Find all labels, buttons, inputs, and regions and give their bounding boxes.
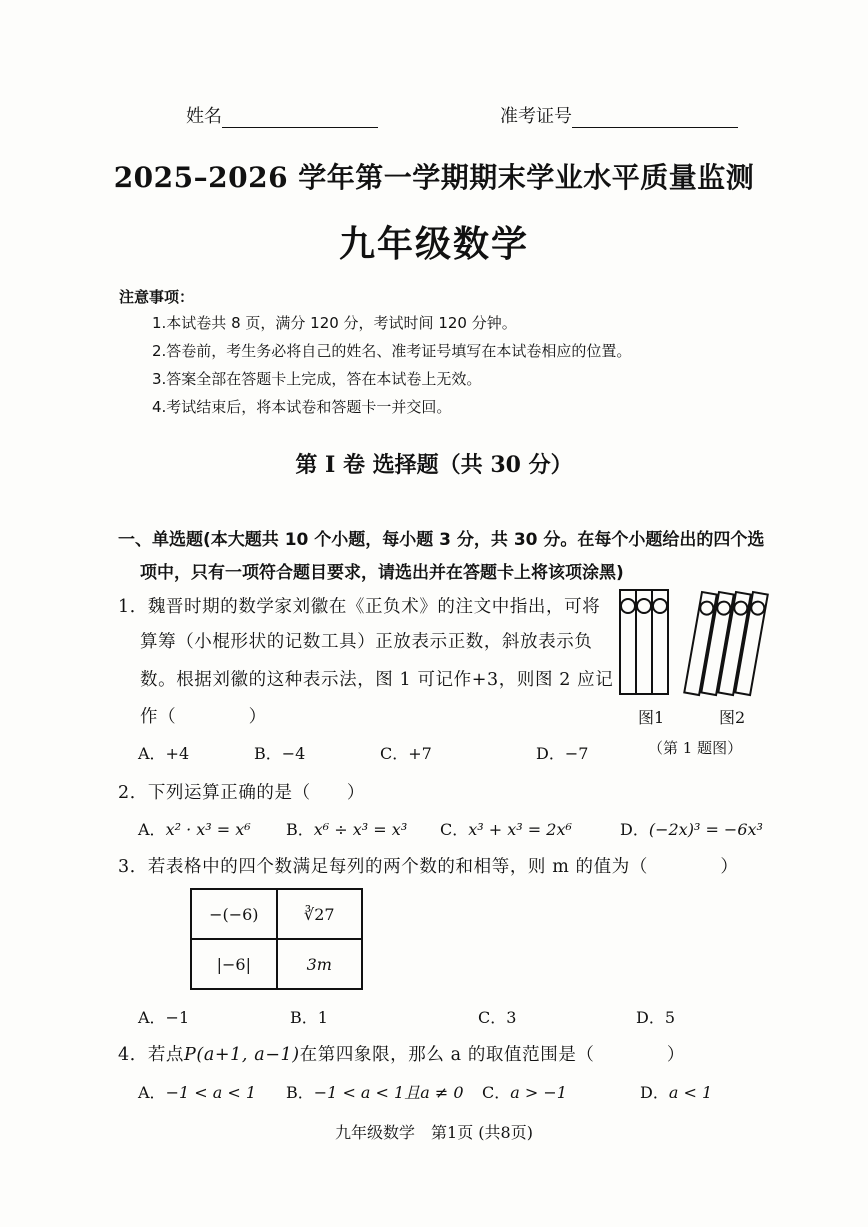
q2-option-a[interactable] (138, 817, 251, 840)
note-item: 2.答卷前，考生务必将自己的姓名、准考证号填写在本试卷相应的位置。 (152, 342, 632, 360)
table-cell: 3m (277, 939, 362, 989)
q1-option-c[interactable]: C．+7 (380, 744, 432, 763)
figure-2-slanted-rods (684, 592, 767, 695)
q4-stem-suffix: 在第四象限，那么 a 的取值范围是（ ） (299, 1045, 686, 1065)
figure-1-label: 图1 (638, 708, 665, 727)
q4-option-b[interactable] (286, 1080, 464, 1103)
q2-option-d[interactable] (620, 817, 763, 840)
q4-option-c[interactable] (482, 1080, 567, 1103)
option-expression: (−2x)³ = −6x³ (648, 820, 763, 839)
part-instructions-line1: 一、单选题(本大题共 10 个小题，每小题 3 分，共 30 分。在每个小题给出的四个选 (118, 530, 765, 550)
page-footer: 九年级数学 第1页 (共8页) (335, 1123, 533, 1142)
q2-option-b[interactable] (286, 817, 407, 840)
name-label: 姓名 (186, 106, 222, 127)
q3-option-a[interactable]: A．−1 (138, 1008, 190, 1027)
q1-stem-line3: 数。根据刘徽的这种表示法，图 1 可记作+3，则图 2 应记 (140, 670, 614, 690)
exam-id-field (500, 102, 738, 128)
q4-stem (118, 1041, 685, 1066)
figure-caption: （第 1 题图） (648, 739, 743, 757)
option-expression: x³ + x³ = 2x⁶ (468, 820, 572, 839)
q3-option-c[interactable]: C．3 (478, 1008, 517, 1027)
table-cell: −(−6) (191, 889, 277, 939)
option-letter: B． (286, 1083, 314, 1102)
option-letter: C． (482, 1083, 511, 1102)
q1-option-a[interactable]: A．+4 (138, 744, 190, 763)
option-expression: x⁶ ÷ x³ = x³ (313, 820, 408, 839)
option-letter: C． (440, 820, 469, 839)
q1-stem-line4: 作（ ） (140, 707, 267, 727)
name-blank[interactable] (222, 109, 378, 128)
figure-1-upright-rods (620, 590, 668, 694)
q1-option-d[interactable]: D．−7 (536, 744, 589, 763)
option-letter: A． (138, 1083, 166, 1102)
name-field (186, 102, 378, 128)
note-item: 3.答案全部在答题卡上完成，答在本试卷上无效。 (152, 370, 482, 388)
option-expression: a < 1 (668, 1083, 713, 1102)
table-cell: ∛27 (277, 889, 362, 939)
part-instructions-line2: 项中，只有一项符合题目要求，请选出并在答题卡上将该项涂黑) (140, 563, 624, 583)
exam-subtitle: 九年级数学 (338, 223, 529, 265)
q3-number-table (190, 888, 363, 990)
exam-id-blank[interactable] (572, 109, 738, 128)
option-expression: −1 < a < 1且a ≠ 0 (313, 1083, 464, 1102)
option-letter: D． (620, 820, 649, 839)
table-cell: |−6| (191, 939, 277, 989)
q1-stem-line2: 算筹（小棍形状的记数工具）正放表示正数，斜放表示负 (140, 632, 593, 652)
option-expression: a > −1 (510, 1083, 567, 1102)
q1-option-b[interactable]: B．−4 (254, 744, 306, 763)
exam-id-label: 准考证号 (500, 106, 572, 127)
q4-option-d[interactable] (640, 1080, 712, 1103)
q4-stem-prefix: 4．若点 (118, 1045, 185, 1065)
exam-title: 2025–2026 学年第一学期期末学业水平质量监测 (113, 161, 755, 194)
option-letter: B． (286, 820, 314, 839)
q1-stem-line1: 1．魏晋时期的数学家刘徽在《正负术》的注文中指出，可将 (118, 597, 601, 617)
q3-option-b[interactable]: B．1 (290, 1008, 328, 1027)
section-title: 第 I 卷 选择题（共 30 分） (295, 452, 573, 478)
option-letter: A． (138, 820, 166, 839)
q3-stem: 3．若表格中的四个数满足每列的两个数的和相等，则 m 的值为（ ） (118, 857, 739, 877)
note-item: 4.考试结束后，将本试卷和答题卡一并交回。 (152, 398, 452, 416)
q4-option-a[interactable] (138, 1080, 256, 1103)
option-expression: −1 < a < 1 (165, 1083, 257, 1102)
note-item: 1.本试卷共 8 页，满分 120 分，考试时间 120 分钟。 (152, 314, 517, 332)
q2-option-c[interactable] (440, 817, 572, 840)
q4-point: P(a+1, a−1) (184, 1045, 300, 1065)
figure-2-label: 图2 (719, 708, 746, 727)
option-letter: D． (640, 1083, 669, 1102)
q2-stem: 2．下列运算正确的是（ ） (118, 783, 366, 803)
counting-rods-figure (612, 586, 792, 698)
notes-title: 注意事项： (119, 288, 195, 306)
option-expression: x² · x³ = x⁶ (165, 820, 251, 839)
q3-option-d[interactable]: D．5 (636, 1008, 676, 1027)
